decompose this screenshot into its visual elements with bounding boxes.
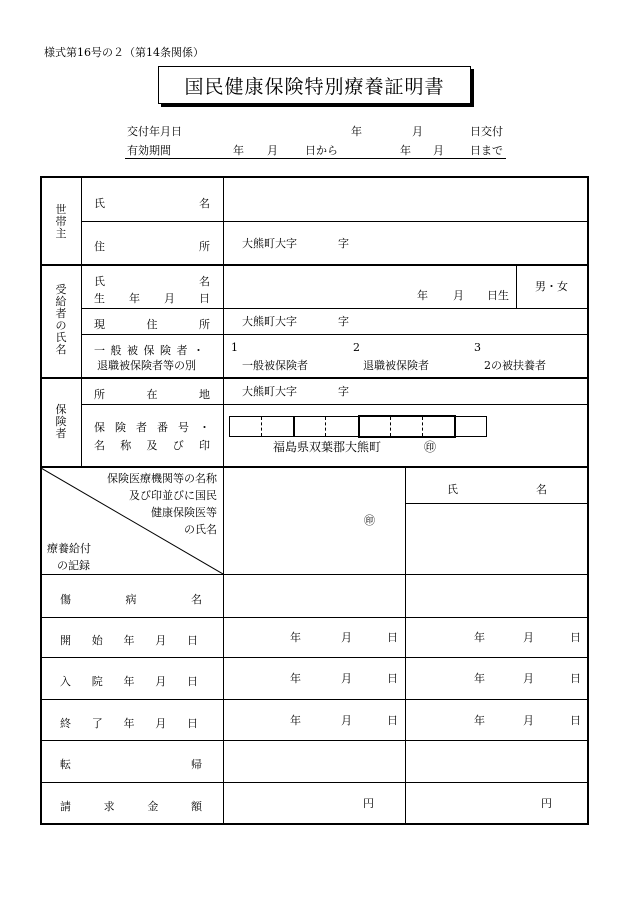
divider-hh-name <box>81 221 588 222</box>
rc-opt1: 一般被保険者 <box>242 359 308 372</box>
issue-year: 年 <box>351 125 362 138</box>
divider-end <box>41 740 588 741</box>
end-year-a: 年 <box>290 714 301 727</box>
rc-birth-label: 生 年 月 日 <box>94 292 210 305</box>
digit-sep-5 <box>422 417 423 436</box>
diag-top-2: 及び印並びに国民 <box>129 489 217 502</box>
ins-name-seal-label: 名 称 及 び 印 <box>94 439 210 452</box>
form-number: 様式第16号の２（第14条関係） <box>44 46 204 59</box>
insurer-section: 保 険 者 <box>55 403 67 440</box>
vline-section <box>81 177 82 467</box>
admit-day-a: 日 <box>387 672 398 685</box>
rc-opt1-no: 1 <box>231 341 238 354</box>
insurer-number-bold-box <box>358 415 456 438</box>
admit-day-b: 日 <box>570 672 581 685</box>
divider-rc-address <box>81 334 588 335</box>
ins-location-label: 所 在 地 <box>94 388 210 401</box>
recipient-section: 受 給 者 の 氏 名 <box>55 283 67 356</box>
admit-date-label: 入 院 年 月 日 <box>60 675 198 688</box>
claim-yen-a: 円 <box>363 797 374 810</box>
digit-sep-4 <box>390 417 391 436</box>
start-month-b: 月 <box>523 631 534 644</box>
start-day-b: 日 <box>570 631 581 644</box>
divider-start <box>41 657 588 658</box>
diag-top-1: 保険医療機関等の名称 <box>107 472 217 485</box>
start-month-a: 月 <box>341 631 352 644</box>
insurer-seal: ㊞ <box>424 440 437 454</box>
divider-disease <box>41 617 588 618</box>
issue-month: 月 <box>412 125 423 138</box>
disease-label: 傷 病 名 <box>60 593 202 606</box>
insurer-name: 福島県双葉郡大熊町 <box>273 440 382 454</box>
rc-current-aza: 字 <box>338 315 349 328</box>
divider-householder <box>41 264 588 266</box>
hh-address-aza: 字 <box>338 237 349 250</box>
divider-admit <box>41 699 588 700</box>
divider-outcome <box>41 782 588 783</box>
digit-sep-1 <box>261 417 262 436</box>
hh-address-value: 大熊町大字 <box>242 237 297 250</box>
validity-underline <box>125 158 506 159</box>
admit-year-a: 年 <box>290 672 301 685</box>
vline-label <box>223 177 224 824</box>
rc-current-value: 大熊町大字 <box>242 315 297 328</box>
ins-location-aza: 字 <box>338 385 349 398</box>
divider-doctor-name <box>405 503 588 504</box>
vline-sex <box>516 266 517 308</box>
rc-sex: 男・女 <box>535 280 568 293</box>
rc-current-label: 現 住 所 <box>94 318 210 331</box>
divider-recipient <box>41 377 588 379</box>
claim-label: 請 求 金 額 <box>60 800 202 813</box>
admit-month-b: 月 <box>523 672 534 685</box>
end-day-a: 日 <box>387 714 398 727</box>
start-year-a: 年 <box>290 631 301 644</box>
rc-opt3-no: 3 <box>474 341 481 354</box>
rc-birth-year: 年 <box>417 289 428 302</box>
issue-date-label: 交付年月日 <box>127 125 182 138</box>
rc-opt3: 2の被扶養者 <box>484 359 546 372</box>
claim-yen-b: 円 <box>541 797 552 810</box>
admit-month-a: 月 <box>341 672 352 685</box>
doctor-name-label: 氏 名 <box>447 483 547 496</box>
medical-seal: ㊞ <box>364 514 375 527</box>
validity-year: 年 <box>233 144 244 157</box>
validity-label: 有効期間 <box>127 144 171 157</box>
ins-number-label: 保 険 者 番 号 ・ <box>94 421 210 434</box>
rc-birth-month: 月 <box>453 289 464 302</box>
divider-medical-head <box>41 574 588 575</box>
rc-opt2-no: 2 <box>353 341 360 354</box>
validity-month2: 月 <box>433 144 444 157</box>
ins-location-value: 大熊町大字 <box>242 385 297 398</box>
admit-year-b: 年 <box>474 672 485 685</box>
page-title: 国民健康保険特別療養証明書 <box>158 66 471 104</box>
rc-class-label1: 一 般 被 保 険 者 ・ <box>94 344 204 357</box>
hh-name-label: 氏 名 <box>94 197 210 210</box>
diag-bottom-2: の記録 <box>57 559 90 572</box>
vline-medical <box>405 468 406 824</box>
end-year-b: 年 <box>474 714 485 727</box>
end-month-b: 月 <box>523 714 534 727</box>
validity-from: 日から <box>305 144 338 157</box>
divider-ins-location <box>81 404 588 405</box>
diag-bottom-1: 療養給付 <box>47 542 91 555</box>
divider-rc-birth <box>81 308 588 309</box>
diag-top-3: 健康保険医等 <box>151 506 217 519</box>
validity-month: 月 <box>267 144 278 157</box>
start-day-a: 日 <box>387 631 398 644</box>
validity-year2: 年 <box>400 144 411 157</box>
householder-section: 世 帯 主 <box>55 203 67 240</box>
rc-birth-day: 日生 <box>487 289 509 302</box>
diag-top-4: の氏名 <box>184 523 217 536</box>
issue-day: 日交付 <box>470 125 503 138</box>
validity-until: 日まで <box>470 144 503 157</box>
hh-address-label: 住 所 <box>94 240 210 253</box>
end-month-a: 月 <box>341 714 352 727</box>
rc-name-label: 氏 名 <box>94 275 210 288</box>
end-day-b: 日 <box>570 714 581 727</box>
rc-opt2: 退職被保険者 <box>363 359 429 372</box>
outcome-label: 転 帰 <box>60 758 202 771</box>
end-date-label: 終 了 年 月 日 <box>60 717 198 730</box>
digit-sep-3 <box>325 417 326 436</box>
start-year-b: 年 <box>474 631 485 644</box>
start-date-label: 開 始 年 月 日 <box>60 634 198 647</box>
rc-class-label2: 退職被保険者等の別 <box>97 359 196 372</box>
digit-sep-2 <box>293 416 295 437</box>
